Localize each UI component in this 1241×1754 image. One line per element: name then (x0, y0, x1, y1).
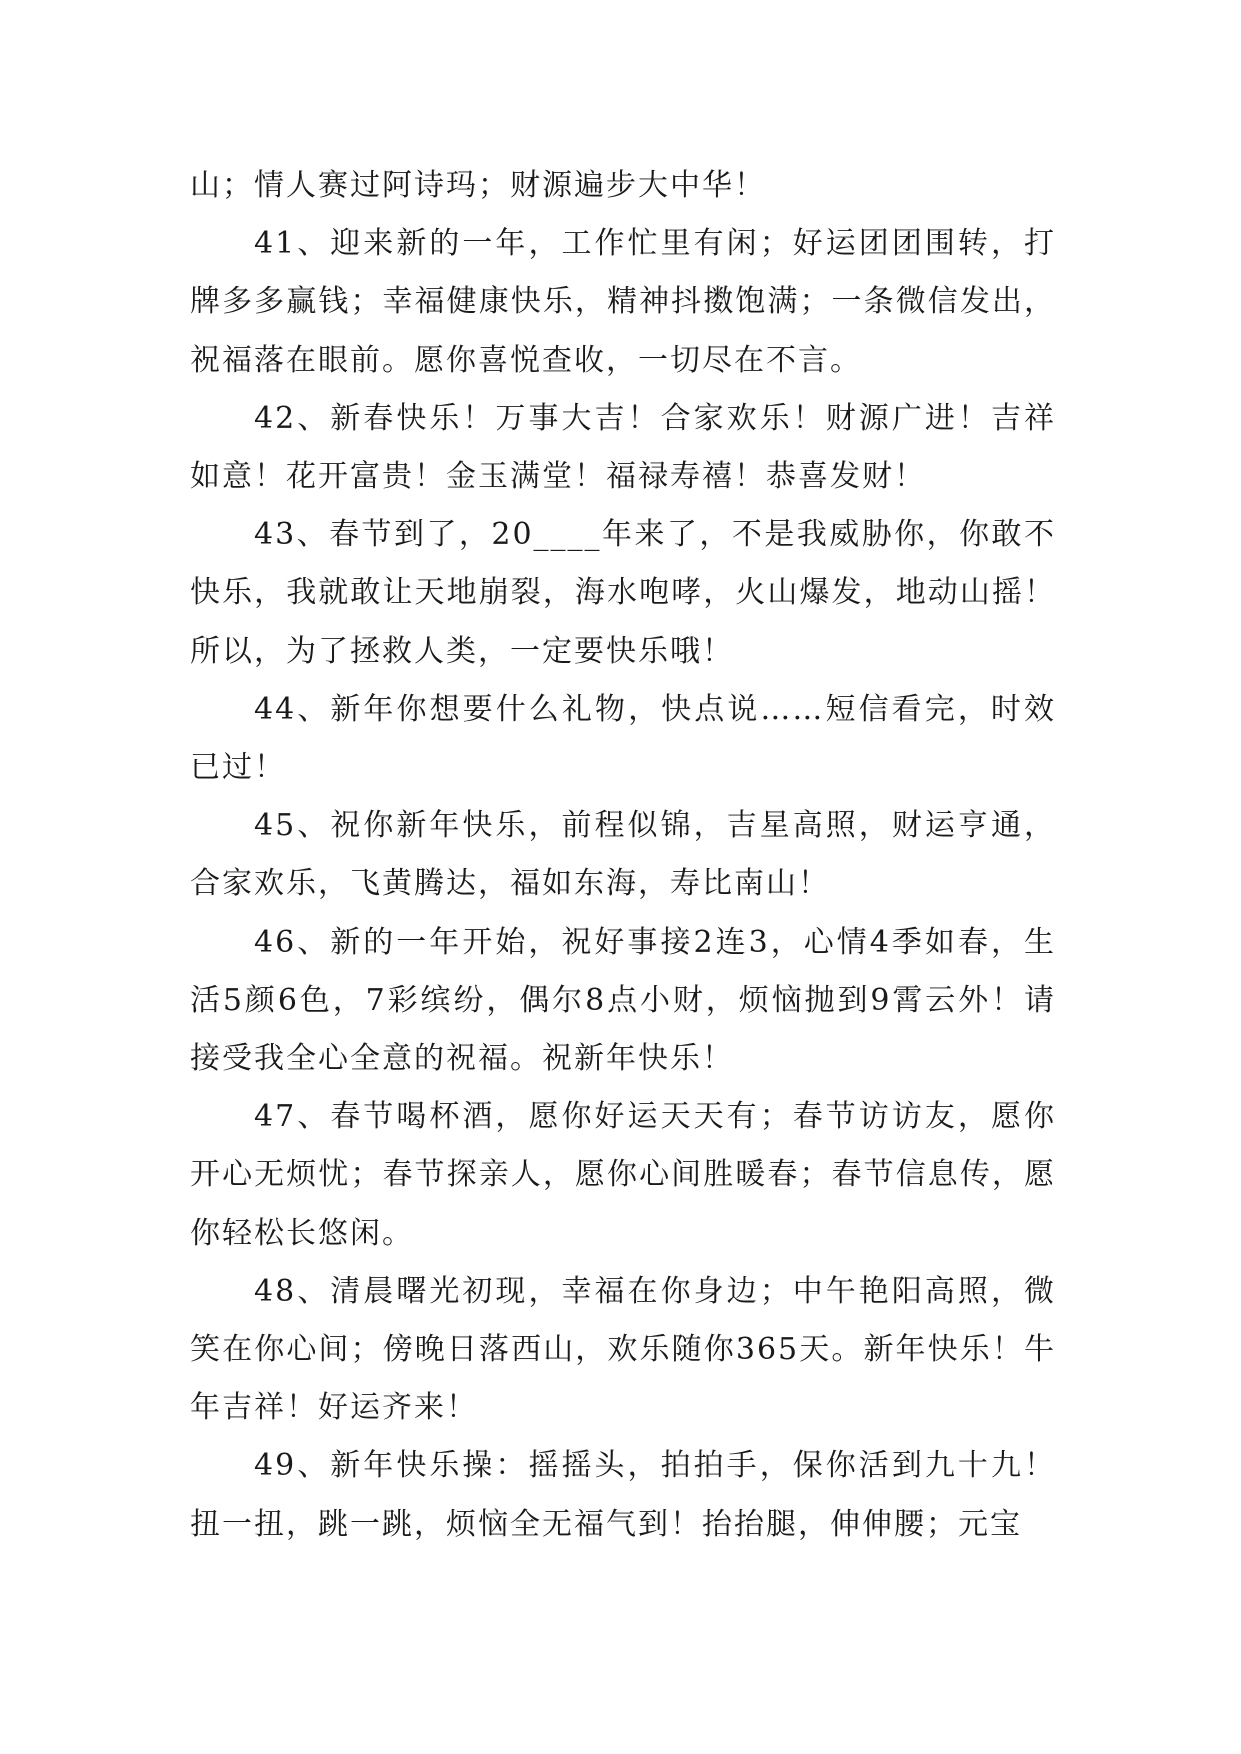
paragraph-45: 45、祝你新年快乐，前程似锦，吉星高照，财运亨通，合家欢乐，飞黄腾达，福如东海，寿比南山！ (190, 808, 1056, 902)
document-body (190, 157, 1056, 1554)
paragraph-47: 47、春节喝杯酒，愿你好运天天有；春节访访友，愿你开心无烦忧；春节探亲人，愿你心间胜暖春；春节信息传，愿你轻松长悠闲。 (190, 1099, 1056, 1251)
paragraph-46: 46、新的一年开始，祝好事接2连3，心情4季如春，生活5颜6色，7彩缤纷，偶尔8点小财，烦恼抛到9霄云外！请接受我全心全意的祝福。祝新年快乐！ (190, 924, 1056, 1077)
paragraph-44: 44、新年你想要什么礼物，快点说……短信看完，时效已过！ (190, 691, 1056, 786)
paragraph-continuation: 山；情人赛过阿诗玛；财源遍步大中华！ (190, 168, 766, 203)
paragraph-48: 48、清晨曙光初现，幸福在你身边；中午艳阳高照，微笑在你心间；傍晚日落西山，欢乐随你365天。新年快乐！牛年吉祥！好运齐来！ (190, 1273, 1056, 1426)
paragraph-43: 43、春节到了，20____年来了，不是我威胁你，你敢不快乐，我就敢让天地崩裂，海水咆哮，火山爆发，地动山摇！所以，为了拯救人类，一定要快乐哦！ (190, 517, 1056, 669)
paragraph-49: 49、新年快乐操：摇摇头，拍拍手，保你活到九十九！扭一扭，跳一跳，烦恼全无福气到！抬抬腿，伸伸腰；元宝 (190, 1448, 1056, 1542)
paragraph-42: 42、新春快乐！万事大吉！合家欢乐！财源广进！吉祥如意！花开富贵！金玉满堂！福禄寿禧！恭喜发财！ (190, 400, 1056, 495)
paragraph-41: 41、迎来新的一年，工作忙里有闲；好运团团围转，打牌多多赢钱；幸福健康快乐，精神抖擞饱满；一条微信发出，祝福落在眼前。愿你喜悦查收，一切尽在不言。 (190, 226, 1056, 378)
